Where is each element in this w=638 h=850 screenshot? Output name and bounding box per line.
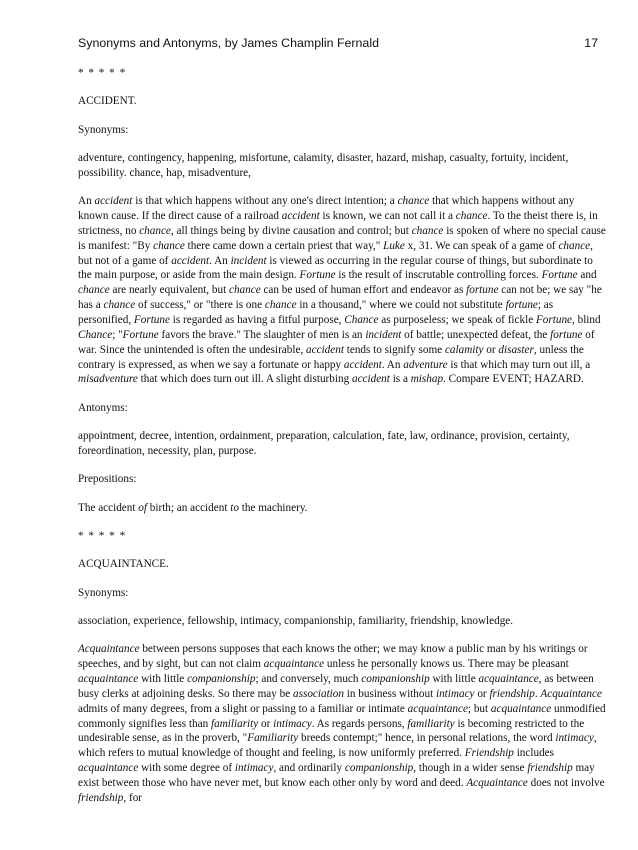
- antonyms-list: appointment, decree, intention, ordainment, preparation, calculation, fate, law, ordinance, provision, certainty, foreordination, necessity, plan, purpose.: [78, 430, 570, 457]
- italic-term: Luke: [383, 239, 405, 252]
- entry-heading-acquaintance: ACQUAINTANCE.: [78, 558, 169, 571]
- italic-term: fortune: [466, 284, 499, 297]
- italic-term: acquaintance: [78, 762, 139, 775]
- italic-term: familiarity: [407, 717, 455, 730]
- italic-term: intimacy: [435, 687, 475, 700]
- italic-term: chance: [78, 284, 110, 297]
- italic-term: fortune: [505, 299, 538, 312]
- page-body: [78, 66, 606, 819]
- italic-term: familiarity: [211, 717, 259, 730]
- synonyms-list: adventure, contingency, happening, misfortune, calamity, disaster, hazard, mishap, casualty, fortuity, incident, possibility. chance, hap, misadventure,: [78, 152, 569, 179]
- italic-term: Fortune: [535, 313, 573, 326]
- italic-term: acquaintance: [407, 702, 468, 715]
- italic-term: intimacy: [555, 732, 594, 745]
- italic-term: accident: [171, 254, 210, 267]
- italic-term: Fortune: [541, 269, 578, 282]
- italic-term: Chance: [78, 328, 113, 341]
- antonyms-label: Antonyms:: [78, 401, 128, 414]
- italic-term: of: [138, 501, 147, 514]
- italic-term: chance: [455, 210, 488, 223]
- italic-term: acquaintance: [478, 672, 539, 685]
- italic-term: accident: [281, 210, 320, 223]
- italic-term: acquaintance: [78, 672, 139, 685]
- italic-term: friendship: [527, 762, 573, 775]
- italic-term: to: [230, 501, 239, 514]
- italic-term: friendship: [489, 687, 535, 700]
- italic-term: association: [293, 687, 344, 700]
- italic-term: Familiarity: [247, 732, 299, 745]
- italic-term: acquaintance: [263, 658, 325, 671]
- prepositions-list: The accident of birth; an accident to the machinery.: [78, 501, 308, 514]
- entry-heading-accident: ACCIDENT.: [78, 95, 137, 108]
- italic-term: fortune: [550, 328, 583, 341]
- italic-term: Acquaintance: [466, 776, 528, 789]
- italic-term: Acquaintance: [78, 643, 140, 656]
- italic-term: intimacy: [273, 717, 312, 730]
- italic-term: adventure: [403, 358, 448, 371]
- section-separator: * * * * *: [78, 67, 127, 79]
- prepositions-label: Prepositions:: [78, 473, 137, 486]
- italic-term: Fortune: [133, 313, 170, 326]
- discussion-paragraph: Acquaintance between persons supposes that each knows the other; we may know a public man by his writings or speeches, and by sight, but can not claim acquaintance unless he personally knows us. There may be pleasant acquaintance with little companionship; and conversely, much companionship with little acquaintance, as between busy clerks at adjoining desks. So there may be association in business without intimacy or friendship. Acquaintance admits of many degrees, from a slight or passing to a familiar or intimate acquaintance; but acquaintance unmodified commonly signifies less than familiarity or intimacy. As regards persons, familiarity is becoming restricted to the undesirable sense, as in the proverb, "Familiarity breeds contempt;" hence, in personal relations, the word intimacy, which refers to mutual knowledge of thought and feeling, is now uniformly preferred. Friendship includes acquaintance with some degree of intimacy, and ordinarily companionship, though in a wider sense friendship may exist between those who have never met, but know each other only by word and deed. Acquaintance does not involve friendship, for: [78, 643, 606, 804]
- italic-term: accident: [351, 373, 390, 386]
- italic-term: incident: [365, 328, 402, 341]
- book-title: Synonyms and Antonyms, by James Champlin Fernald: [78, 36, 379, 50]
- italic-term: mishap: [410, 373, 444, 386]
- italic-term: chance: [411, 224, 444, 237]
- synonyms-label: Synonyms:: [78, 586, 129, 599]
- italic-term: acquaintance: [490, 702, 552, 715]
- italic-term: Chance: [344, 313, 379, 326]
- italic-term: intimacy: [234, 762, 274, 775]
- italic-term: companionship: [344, 762, 414, 775]
- italic-term: chance: [153, 239, 185, 252]
- italic-term: accident: [343, 358, 382, 371]
- italic-term: incident: [230, 254, 267, 267]
- discussion-paragraph: An accident is that which happens without any one's direct intention; a chance that which happens without any known cause. If the direct cause of a railroad accident is known, we can not call it a chance. To the theist there is, in strictness, no chance, all things being by divine causation and control; but chance is spoken of where no special cause is manifest: "By chance there came down a certain priest that way," Luke x, 31. We can speak of a game of chance, but not of a game of accident. An incident is viewed as occurring in the regular course of things, but subordinate to the main purpose, or aside from the main design. Fortune is the result of inscrutable controlling forces. Fortune and chance are nearly equivalent, but chance can be used of human effort and endeavor as fortune can not be; we say "he has a chance of success," or "there is one chance in a thousand," where we could not substitute fortune; as personified, Fortune is regarded as having a fitful purpose, Chance as purposeless; we speak of fickle Fortune, blind Chance; "Fortune favors the brave." The slaughter of men is an incident of battle; unexpected defeat, the fortune of war. Since the unintended is often the undesirable, accident tends to signify some calamity or disaster, unless the contrary is expressed, as when we say a fortunate or happy accident. An adventure is that which may turn out ill, a misadventure that which does turn out ill. A slight disturbing accident is a mishap. Compare EVENT; HAZARD.: [78, 195, 606, 386]
- italic-term: accident: [94, 195, 133, 208]
- italic-term: chance: [228, 284, 261, 297]
- page-number: 17: [584, 36, 598, 50]
- synonyms-list: association, experience, fellowship, intimacy, companionship, familiarity, friendship, knowledge.: [78, 614, 514, 627]
- italic-term: chance: [103, 299, 136, 312]
- italic-term: disaster: [498, 343, 534, 356]
- italic-term: Fortune: [122, 328, 159, 341]
- section-separator: * * * * *: [78, 529, 127, 542]
- italic-term: chance: [558, 239, 591, 252]
- italic-term: companionship: [361, 672, 430, 685]
- italic-term: chance: [264, 299, 297, 312]
- italic-term: chance: [139, 224, 171, 237]
- italic-term: misadventure: [78, 373, 138, 386]
- synonyms-label: Synonyms:: [78, 123, 129, 136]
- italic-term: companionship: [187, 672, 256, 685]
- italic-term: Acquaintance: [540, 687, 602, 700]
- italic-term: friendship: [78, 791, 124, 804]
- italic-term: chance: [397, 195, 430, 208]
- running-header: [78, 36, 598, 54]
- italic-term: Friendship: [464, 747, 514, 760]
- italic-term: calamity: [444, 343, 484, 356]
- italic-term: Fortune: [299, 269, 336, 282]
- italic-term: accident: [306, 343, 344, 356]
